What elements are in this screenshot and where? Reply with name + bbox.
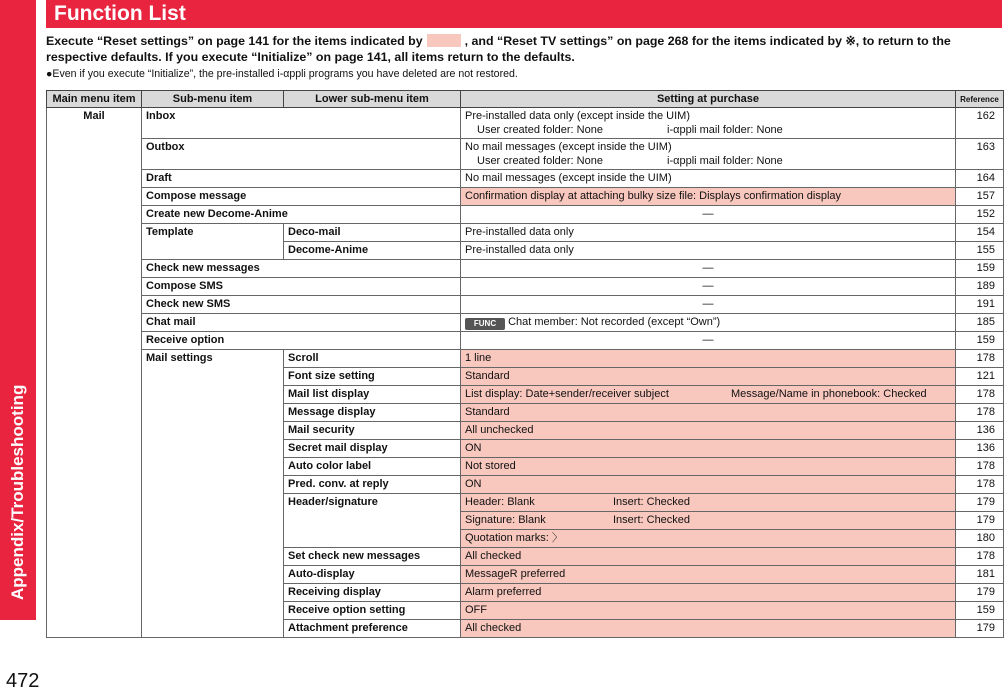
setting-cell (461, 494, 956, 512)
setting-cell: MessageR preferred (461, 566, 956, 584)
lower-item: Secret mail display (284, 440, 461, 458)
table-header-row (47, 91, 1004, 108)
lower-item: Receive option setting (284, 602, 461, 620)
ref-cell: 159 (956, 332, 1004, 350)
setting-part: Insert: Checked (613, 496, 691, 508)
sub-item: Check new messages (142, 260, 461, 278)
table-row (47, 170, 1004, 188)
page-number: 472 (6, 670, 40, 692)
setting-cell: ON (461, 440, 956, 458)
setting-cell: All checked (461, 548, 956, 566)
setting-cell: All unchecked (461, 422, 956, 440)
ref-cell: 178 (956, 476, 1004, 494)
setting-cell: Confirmation display at attaching bulky size file: Displays confirmation display (461, 188, 956, 206)
sub-item: Compose message (142, 188, 461, 206)
ref-cell: 178 (956, 386, 1004, 404)
intro-part1: Execute “Reset settings” on page 141 for the items indicated by (46, 34, 423, 48)
ref-cell: 180 (956, 530, 1004, 548)
ref-cell: 163 (956, 139, 1004, 170)
sub-item: Template (142, 224, 284, 260)
table-row (47, 350, 1004, 368)
setting-part: Insert: Checked (613, 514, 691, 526)
side-tab-label: Appendix/Troubleshooting (2, 350, 34, 610)
intro-note: ●Even if you execute “Initialize”, the pre-installed i-αppli programs you have deleted are not restored. (46, 68, 518, 80)
lower-item: Receiving display (284, 584, 461, 602)
lower-item: Mail list display (284, 386, 461, 404)
setting-cell: — (461, 332, 956, 350)
sub-item: Create new Decome-Anime (142, 206, 461, 224)
highlight-swatch (427, 34, 461, 47)
table-row (47, 260, 1004, 278)
setting-cell (461, 139, 956, 170)
ref-cell: 179 (956, 620, 1004, 638)
sub-item: Compose SMS (142, 278, 461, 296)
func-key-icon: FUNC (465, 318, 505, 330)
setting-text: Chat member: Not recorded (except “Own”) (508, 316, 721, 328)
sub-item: Outbox (142, 139, 461, 170)
side-tab (0, 0, 36, 693)
ref-cell: 162 (956, 108, 1004, 139)
table-row (47, 314, 1004, 332)
header-sub: Sub-menu item (142, 91, 284, 108)
ref-cell: 136 (956, 440, 1004, 458)
ref-cell: 178 (956, 350, 1004, 368)
sub-item: Check new SMS (142, 296, 461, 314)
ref-cell: 185 (956, 314, 1004, 332)
setting-cell (461, 386, 956, 404)
setting-part: User created folder: None (477, 155, 603, 167)
ref-cell: 191 (956, 296, 1004, 314)
header-main: Main menu item (47, 91, 142, 108)
table-row (47, 224, 1004, 242)
header-lower: Lower sub-menu item (284, 91, 461, 108)
lower-item: Deco-mail (284, 224, 461, 242)
ref-cell: 164 (956, 170, 1004, 188)
lower-item: Decome-Anime (284, 242, 461, 260)
lower-item: Mail security (284, 422, 461, 440)
table-row (47, 139, 1004, 170)
ref-cell: 159 (956, 260, 1004, 278)
ref-cell: 152 (956, 206, 1004, 224)
lower-item: Pred. conv. at reply (284, 476, 461, 494)
ref-cell: 136 (956, 422, 1004, 440)
lower-item: Scroll (284, 350, 461, 368)
ref-cell: 121 (956, 368, 1004, 386)
sub-item: Draft (142, 170, 461, 188)
setting-cell: Alarm preferred (461, 584, 956, 602)
ref-cell: 155 (956, 242, 1004, 260)
table-row (47, 206, 1004, 224)
ref-cell: 189 (956, 278, 1004, 296)
ref-cell: 178 (956, 548, 1004, 566)
lower-item: Set check new messages (284, 548, 461, 566)
page-title: Function List (46, 0, 1002, 28)
setting-cell: OFF (461, 602, 956, 620)
ref-cell: 154 (956, 224, 1004, 242)
setting-cell: All checked (461, 620, 956, 638)
setting-cell: — (461, 296, 956, 314)
sub-item: Inbox (142, 108, 461, 139)
setting-cell: — (461, 278, 956, 296)
setting-cell: Standard (461, 368, 956, 386)
setting-cell: Standard (461, 404, 956, 422)
table-row (47, 278, 1004, 296)
function-list-table (46, 90, 1004, 638)
setting-cell: — (461, 260, 956, 278)
setting-part: i-αppli mail folder: None (667, 155, 783, 167)
setting-cell: No mail messages (except inside the UIM) (461, 170, 956, 188)
ref-cell: 179 (956, 512, 1004, 530)
setting-cell: Quotation marks: 〉 (461, 530, 956, 548)
setting-part: List display: Date+sender/receiver subject (465, 388, 669, 400)
header-setting: Setting at purchase (461, 91, 956, 108)
setting-part: User created folder: None (477, 124, 603, 136)
setting-part: Message/Name in phonebook: Checked (731, 388, 927, 400)
lower-item: Auto color label (284, 458, 461, 476)
sub-item: Chat mail (142, 314, 461, 332)
lower-item: Header/signature (284, 494, 461, 548)
ref-cell: 157 (956, 188, 1004, 206)
ref-cell: 179 (956, 494, 1004, 512)
lower-item: Font size setting (284, 368, 461, 386)
lower-item: Auto-display (284, 566, 461, 584)
sub-item: Mail settings (142, 350, 284, 638)
ref-cell: 178 (956, 404, 1004, 422)
intro-text (46, 34, 1002, 65)
intro-part2: , and “Reset TV settings” on page 268 for the items indicated by ※, to return to the respective defaults. If you execute “Initialize” on page 141, all items return to the defaults. (46, 34, 951, 64)
ref-cell: 178 (956, 458, 1004, 476)
setting-line: Pre-installed data only (except inside the UIM) (465, 110, 690, 122)
setting-cell: ON (461, 476, 956, 494)
setting-part: Header: Blank (465, 496, 535, 508)
setting-line: No mail messages (except inside the UIM) (465, 141, 672, 153)
table-row (47, 188, 1004, 206)
setting-part: i-αppli mail folder: None (667, 124, 783, 136)
table-row (47, 108, 1004, 139)
table-row (47, 332, 1004, 350)
setting-cell: Pre-installed data only (461, 224, 956, 242)
lower-item: Message display (284, 404, 461, 422)
setting-subline (465, 123, 951, 137)
table-row (47, 296, 1004, 314)
setting-cell: Not stored (461, 458, 956, 476)
lower-item: Attachment preference (284, 620, 461, 638)
setting-part: Signature: Blank (465, 514, 546, 526)
ref-cell: 159 (956, 602, 1004, 620)
setting-cell (461, 512, 956, 530)
setting-cell (461, 314, 956, 332)
setting-cell: 1 line (461, 350, 956, 368)
ref-cell: 179 (956, 584, 1004, 602)
header-reference: Reference (956, 91, 1004, 108)
sub-item: Receive option (142, 332, 461, 350)
ref-cell: 181 (956, 566, 1004, 584)
setting-cell: Pre-installed data only (461, 242, 956, 260)
setting-cell: — (461, 206, 956, 224)
main-item-mail: Mail (47, 108, 142, 638)
setting-subline (465, 154, 951, 168)
setting-cell (461, 108, 956, 139)
